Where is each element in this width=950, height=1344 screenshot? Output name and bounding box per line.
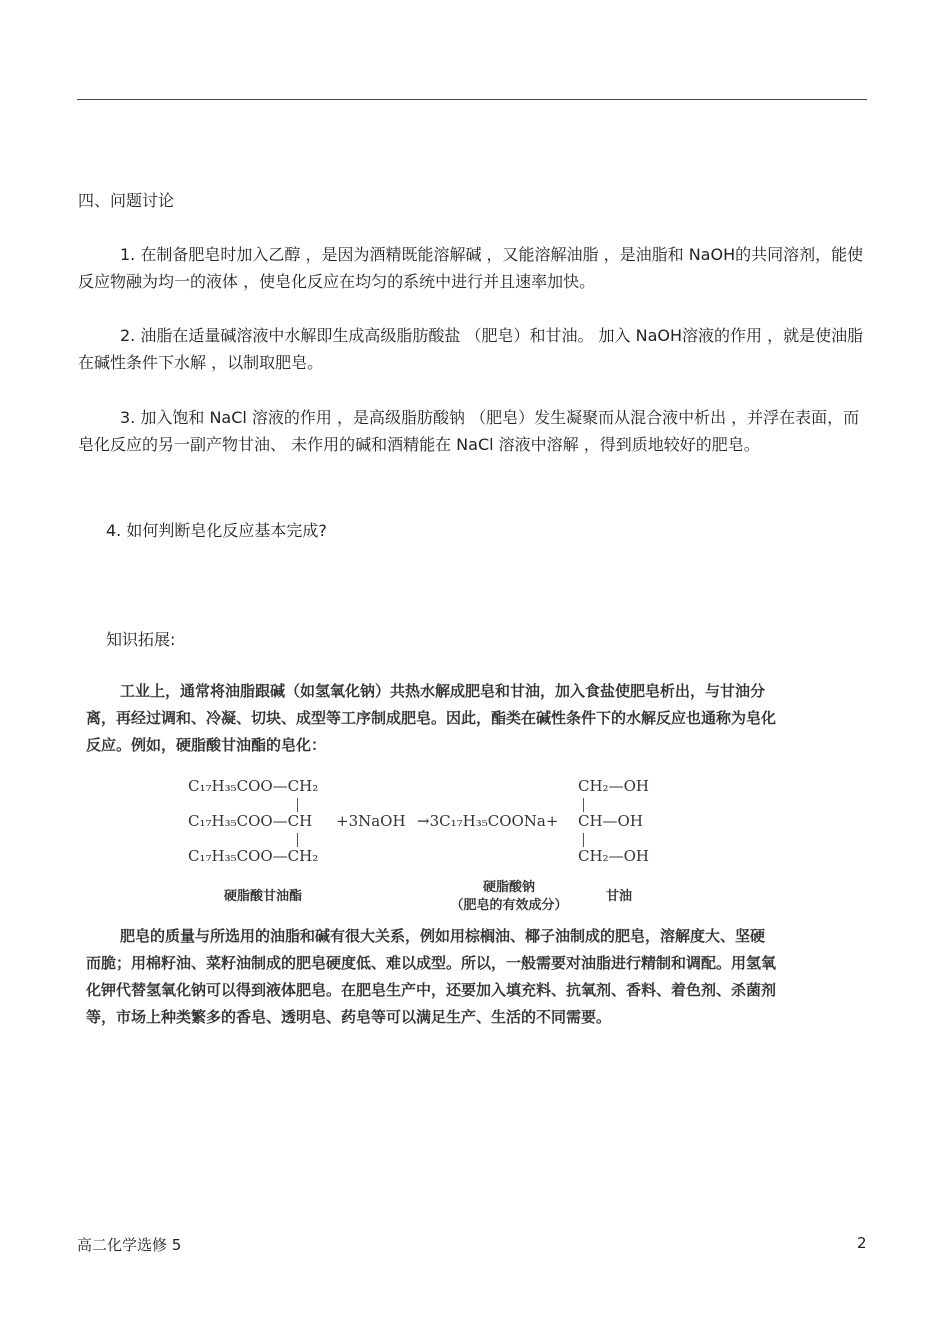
label-glycerol: 甘油 (606, 889, 633, 904)
bond-line (297, 833, 298, 847)
label-reactant: 硬脂酸甘油酯 (224, 889, 303, 904)
product-soap: →3C₁₇H₃₅COONa+ (417, 812, 559, 830)
paragraph-1 (78, 241, 868, 295)
scanned-excerpt (80, 672, 780, 1072)
paragraph-3 (78, 404, 868, 458)
paragraph-3-text: 3. 加入饱和 NaCl 溶液的作用 ，是高级脂肪酸钠 （肥皂）发生凝聚而从混合液中析出 ，并浮在表面，而皂化反应的另一副产物甘油、 未作用的碱和酒精能在 NaCl 溶液中溶解 ，得到质地较好的肥皂。 (78, 408, 860, 454)
reactant-row-3: C₁₇H₃₅COO—CH₂ (188, 847, 319, 865)
glycerol-row-3: CH₂—OH (578, 847, 649, 865)
paragraph-1-text: 1. 在制备肥皂时加入乙醇 ，是因为酒精既能溶解碱 ，又能溶解油脂 ，是油脂和 NaOH的共同溶剂，能使反应物融为均一的液体 ，使皂化反应在均匀的系统中进行并且速率加快。 (78, 245, 864, 291)
label-product-line2: （肥皂的有效成分） (450, 898, 568, 913)
question-4: 4. 如何判断皂化反应基本完成? (106, 521, 327, 540)
scan-outro (86, 923, 776, 1031)
glycerol-row-1: CH₂—OH (578, 777, 649, 795)
scan-intro (86, 678, 776, 759)
reagent-naoh: +3NaOH (336, 812, 406, 830)
paragraph-2 (78, 322, 868, 376)
label-product-line1: 硬脂酸钠 (482, 880, 535, 895)
header-rule (77, 99, 867, 100)
footer-course: 高二化学选修 5 (77, 1236, 182, 1254)
bond-line (583, 798, 584, 812)
paragraph-2-text: 2. 油脂在适量碱溶液中水解即生成高级脂肪酸盐 （肥皂）和甘油。 加入 NaOH溶液的作用 ，就是使油脂在碱性条件下水解 ，以制取肥皂。 (78, 326, 864, 372)
section-heading: 四、问题讨论 (78, 191, 175, 210)
extension-title: 知识拓展: (106, 630, 176, 649)
scan-outro-text: 肥皂的质量与所选用的油脂和碱有很大关系，例如用棕榈油、椰子油制成的肥皂，溶解度大、坚硬而脆；用棉籽油、菜籽油制成的肥皂硬度低、难以成型。所以，一般需要对油脂进行精制和调配。用氢氧化钾代替氢氧化钠可以得到液体肥皂。在肥皂生产中，还要加入填充料、抗氧剂、香料、着色剂、杀菌剂等，市场上种类繁多的香皂、透明皂、药皂等可以满足生产、生活的不同需要。 (86, 927, 777, 1026)
glycerol-row-2: CH—OH (578, 812, 643, 830)
page-number: 2 (857, 1234, 867, 1252)
bond-line (297, 798, 298, 812)
bond-line (583, 833, 584, 847)
scan-intro-text: 工业上，通常将油脂跟碱（如氢氧化钠）共热水解成肥皂和甘油，加入食盐使肥皂析出，与甘油分离，再经过调和、冷凝、切块、成型等工序制成肥皂。因此，酯类在碱性条件下的水解反应也通称为皂化反应。例如，硬脂酸甘油酯的皂化： (86, 682, 777, 754)
reactant-row-2: C₁₇H₃₅COO—CH (188, 812, 313, 830)
reactant-row-1: C₁₇H₃₅COO—CH₂ (188, 777, 319, 795)
